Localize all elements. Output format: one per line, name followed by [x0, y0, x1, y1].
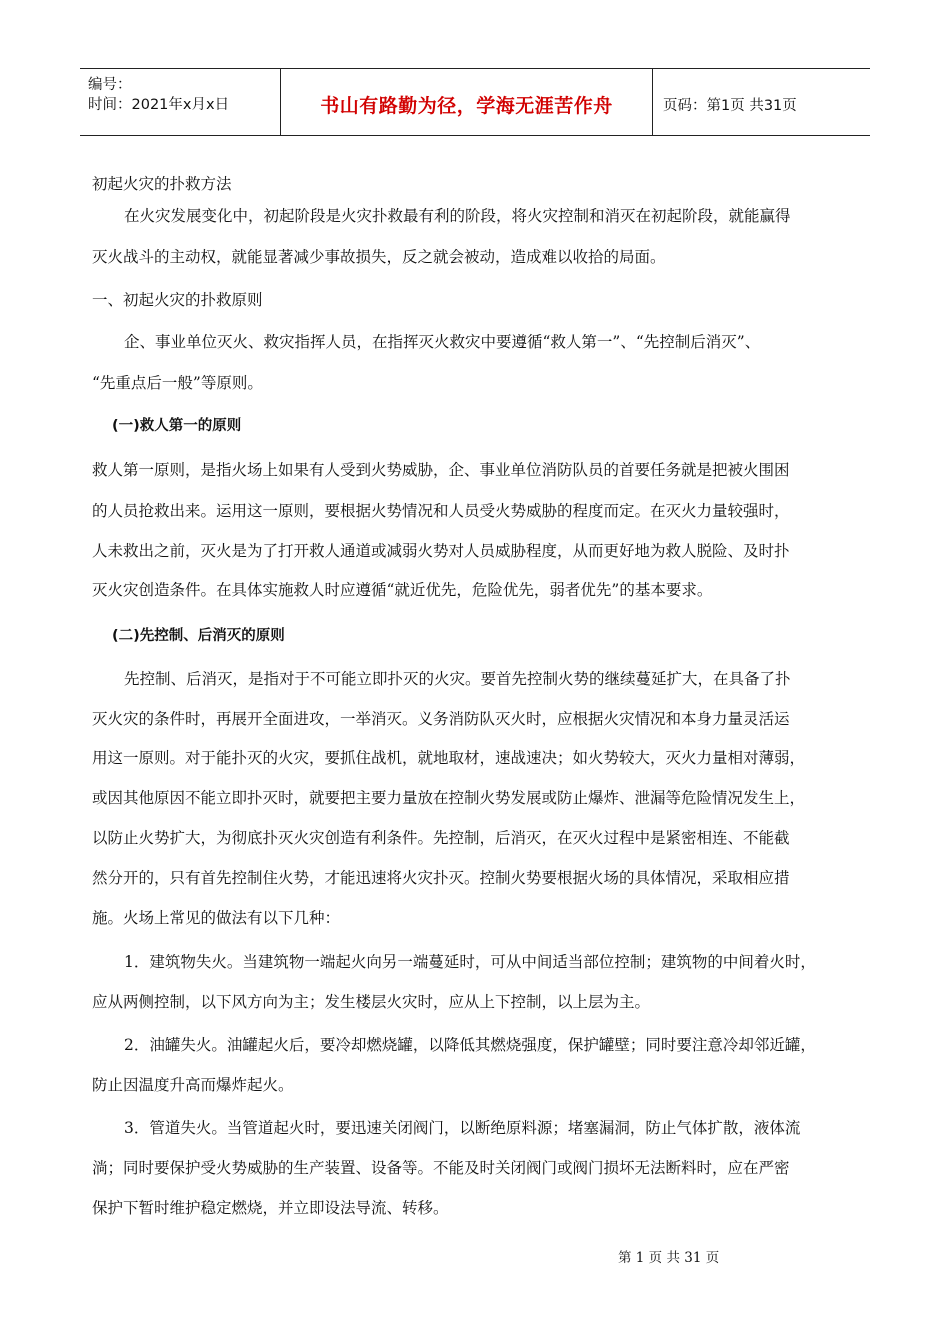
list-item-line: 淌；同时要保护受火势威胁的生产装置、设备等。不能及时关闭阀门或阀门损坏无法断料时，应在严密 [92, 1159, 790, 1177]
page-header [80, 68, 870, 136]
subsection-heading: (一)救人第一的原则 [112, 418, 242, 434]
paragraph-line: 人未救出之前，灭火是为了打开救人通道或减弱火势对人员威胁程度，从而更好地为救人脱险、及时扑 [92, 542, 790, 560]
date-label: 时间：2021年x月x日 [88, 97, 230, 113]
paragraph-line: 的人员抢救出来。运用这一原则，要根据火势情况和人员受火势威胁的程度而定。在灭火力量较强时， [92, 502, 790, 520]
list-item-line: 保护下暂时维护稳定燃烧，并立即设法导流、转移。 [92, 1199, 449, 1217]
paragraph-line: 用这一原则。对于能扑灭的火灾，要抓住战机，就地取材，速战速决；如火势较大，灭火力量相对薄弱， [92, 749, 806, 767]
list-item-line: 2．油罐失火。油罐起火后，要冷却燃烧罐，以降低其燃烧强度，保护罐壁；同时要注意冷却邻近罐， [124, 1036, 816, 1054]
paragraph-line: 先控制、后消灭，是指对于不可能立即扑灭的火灾。要首先控制火势的继续蔓延扩大，在具备了扑 [124, 670, 791, 688]
paragraph-line: “先重点后一般”等原则。 [92, 374, 263, 392]
page-code: 页码：第1页 共31页 [663, 98, 797, 114]
paragraph-line: 救人第一原则，是指火场上如果有人受到火势威胁，企、事业单位消防队员的首要任务就是把被火围困 [92, 461, 790, 479]
doc-title: 初起火灾的扑救方法 [92, 175, 232, 193]
page-footer: 第 1 页 共 31 页 [618, 1250, 720, 1266]
paragraph-line: 以防止火势扩大，为彻底扑灭火灾创造有利条件。先控制，后消灭，在灭火过程中是紧密相连、不能截 [92, 829, 790, 847]
list-item-line: 1．建筑物失火。当建筑物一端起火向另一端蔓延时，可从中间适当部位控制；建筑物的中间着火时， [124, 953, 816, 971]
paragraph-line: 施。火场上常见的做法有以下几种： [92, 909, 341, 927]
header-motto-cell [281, 69, 653, 135]
number-label: 编号： [88, 77, 132, 93]
paragraph-line: 或因其他原因不能立即扑灭时，就要把主要力量放在控制火势发展或防止爆炸、泄漏等危险情况发生上， [92, 789, 806, 807]
header-page-cell [653, 69, 870, 135]
list-item-line: 3．管道失火。当管道起火时，要迅速关闭阀门，以断绝原料源；堵塞漏洞，防止气体扩散，液体流 [124, 1119, 801, 1137]
list-item-line: 应从两侧控制，以下风方向为主；发生楼层火灾时，应从上下控制，以上层为主。 [92, 993, 651, 1011]
list-item-line: 防止因温度升高而爆炸起火。 [92, 1076, 294, 1094]
header-info-cell [80, 69, 281, 135]
paragraph-line: 灭火灾的条件时，再展开全面进攻，一举消灭。义务消防队灭火时，应根据火灾情况和本身力量灵活运 [92, 710, 790, 728]
subsection-heading: (二)先控制、后消灭的原则 [112, 628, 285, 644]
section-heading: 一、初起火灾的扑救原则 [92, 291, 263, 309]
motto: 书山有路勤为径，学海无涯苦作舟 [320, 95, 613, 117]
paragraph-line: 灭火灾创造条件。在具体实施救人时应遵循“就近优先，危险优先，弱者优先”的基本要求。 [92, 581, 713, 599]
paragraph-line: 然分开的，只有首先控制住火势，才能迅速将火灾扑灭。控制火势要根据火场的具体情况，采取相应措 [92, 869, 790, 887]
intro-line: 灭火战斗的主动权，就能显著减少事故损失，反之就会被动，造成难以收拾的局面。 [92, 248, 666, 266]
intro-line: 在火灾发展变化中，初起阶段是火灾扑救最有利的阶段，将火灾控制和消灭在初起阶段，就能赢得 [124, 207, 791, 225]
paragraph-line: 企、事业单位灭火、救灾指挥人员，在指挥灭火救灾中要遵循“救人第一”、“先控制后消灭”、 [124, 333, 761, 351]
